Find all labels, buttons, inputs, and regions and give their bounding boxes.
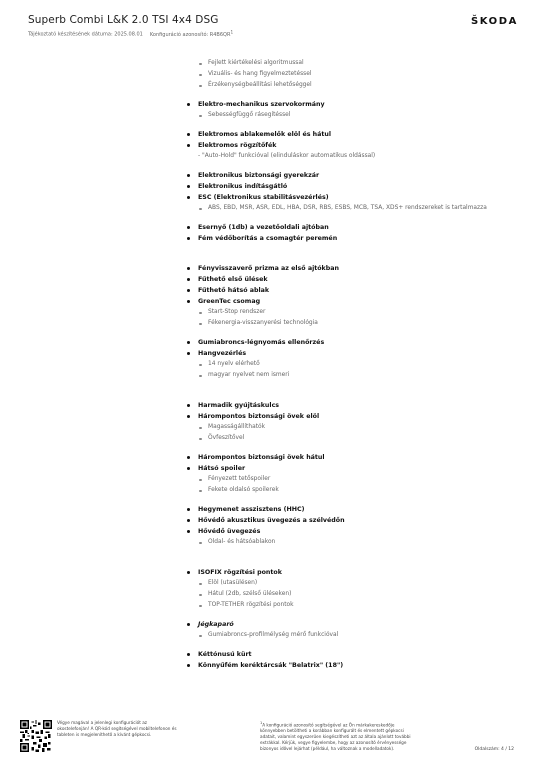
config-id-footnote-mark: 1 [230, 29, 234, 34]
equipment-item: Elektronikus biztonsági gyerekzár [186, 170, 516, 181]
equipment-subitem: Gumiabroncs-profilmélység mérő funkcióval [186, 630, 516, 641]
header-meta [28, 29, 233, 38]
page-title: Superb Combi L&K 2.0 TSI 4x4 DSG [28, 14, 219, 26]
equipment-subitem: Fényezett tetőspoiler [186, 474, 516, 485]
equipment-subitem: Oldal- és hátsóablakon [186, 537, 516, 548]
equipment-item: Esernyő (1db) a vezetőoldali ajtóban [186, 222, 516, 233]
qr-code-icon[interactable] [20, 720, 52, 752]
equipment-item: Hárompontos biztonsági övek elöl [186, 411, 516, 422]
equipment-item: Jégkaparó [186, 619, 516, 630]
equipment-item: Hátsó spoiler [186, 463, 516, 474]
page-header [28, 14, 518, 38]
equipment-item: Elektro-mechanikus szervokormány [186, 99, 516, 110]
equipment-subitem: Érzékenységbeállítási lehetőséggel [186, 80, 516, 91]
equipment-note: - "Auto-Hold" funkcióval (elinduláskor automatikus oldással) [198, 153, 376, 159]
equipment-subitem: Magasságállíthatók [186, 422, 516, 433]
config-id-footnote [260, 720, 420, 752]
equipment-subitem: Elöl (utasülésen) [186, 578, 516, 589]
footnote-text: A konfiguráció azonosító segítségével az Ön márkakereskedője könnyebben betöltheti a korábban konfigurált és elmentett gépkocsi adatait, valamint egyszerűen kiegészítheti azt az általa ajánlott további extrákkal. Kérjük, vegye figyelembe, hogy az azonosító érvényessége bizonyos idővel lejárhat (például, ha változnak a modelladatok). [260, 722, 411, 752]
equipment-item: Gumiabroncs-légnyomás ellenőrzés [186, 337, 516, 348]
config-id-text: Konfiguráció azonosító: R4B6QR [149, 31, 231, 38]
equipment-item: Fűthető első ülések [186, 274, 516, 285]
equipment-item: Hárompontos biztonsági övek hátul [186, 452, 516, 463]
equipment-item: Harmadik gyújtáskulcs [186, 400, 516, 411]
equipment-item: GreenTec csomag [186, 296, 516, 307]
equipment-subitem: magyar nyelvet nem ismeri [186, 370, 516, 381]
equipment-subitem: TOP-TETHER rögzítési pontok [186, 600, 516, 611]
equipment-item: Elektromos ablakemelők elöl és hátul [186, 129, 516, 140]
equipment-subitem: Hátul (2db, szélső üléseken) [186, 589, 516, 600]
equipment-item: Könnyűfém keréktárcsák "Belatrix" (18") [186, 660, 516, 671]
equipment-subitem: ABS, EBD, MSR, ASR, EDL, HBA, DSR, RBS, ESBS, MCB, TSA, XDS+ rendszereket is tartalmazza [186, 203, 498, 214]
equipment-item: Hegymenet asszisztens (HHC) [186, 504, 516, 515]
equipment-subitem: Övfeszítővel [186, 433, 516, 444]
equipment-subitem: 14 nyelv elérhető [186, 359, 516, 370]
equipment-subitem: Fekete oldalsó spoilerek [186, 485, 516, 496]
equipment-item: Elektromos rögzítőfék [186, 140, 516, 151]
equipment-item: Fém védőborítás a csomagtér peremén [186, 233, 516, 244]
page-footer [20, 720, 522, 754]
equipment-item: Fényvisszaverő prizma az első ajtókban [186, 263, 516, 274]
equipment-list [186, 58, 516, 671]
equipment-item: Hővédő üvegezés [186, 526, 516, 537]
equipment-subitem: Fejlett kiértékelési algoritmussal [186, 58, 516, 69]
equipment-subitem: Fékenergia-visszanyerési technológia [186, 318, 516, 329]
equipment-item: Kéttónusú kürt [186, 649, 516, 660]
equipment-item: Elektronikus indításgátló [186, 181, 516, 192]
qr-description: Végye magával a jelenlegi konfigurációt az okostelefonján! A QR-kód segítségével mobiltelefonon és tableten is megjeleníthető a kívánt gépkocsi. [57, 720, 177, 737]
equipment-item: Hangvezérlés [186, 348, 516, 359]
creation-date: Tájékoztató készítésének dátuma: 2025.08.01 [28, 31, 143, 38]
equipment-item: Hővédő akusztikus üvegezés a szélvédőn [186, 515, 516, 526]
skoda-logo: ŠKODA [470, 16, 518, 27]
equipment-item: Fűthető hátsó ablak [186, 285, 516, 296]
page-number: Oldalszám: 4 / 12 [474, 747, 514, 752]
footnote-mark: 1 [260, 721, 263, 725]
config-id [149, 29, 234, 38]
equipment-subitem: Sebességfüggő rásegítéssel [186, 110, 516, 121]
equipment-item: ISOFIX rögzítési pontok [186, 567, 516, 578]
equipment-subitem: Vizuális- és hang figyelmeztetéssel [186, 69, 516, 80]
equipment-item: ESC (Elektronikus stabilitásvezérlés) [186, 192, 516, 203]
equipment-subitem: Start-Stop rendszer [186, 307, 516, 318]
